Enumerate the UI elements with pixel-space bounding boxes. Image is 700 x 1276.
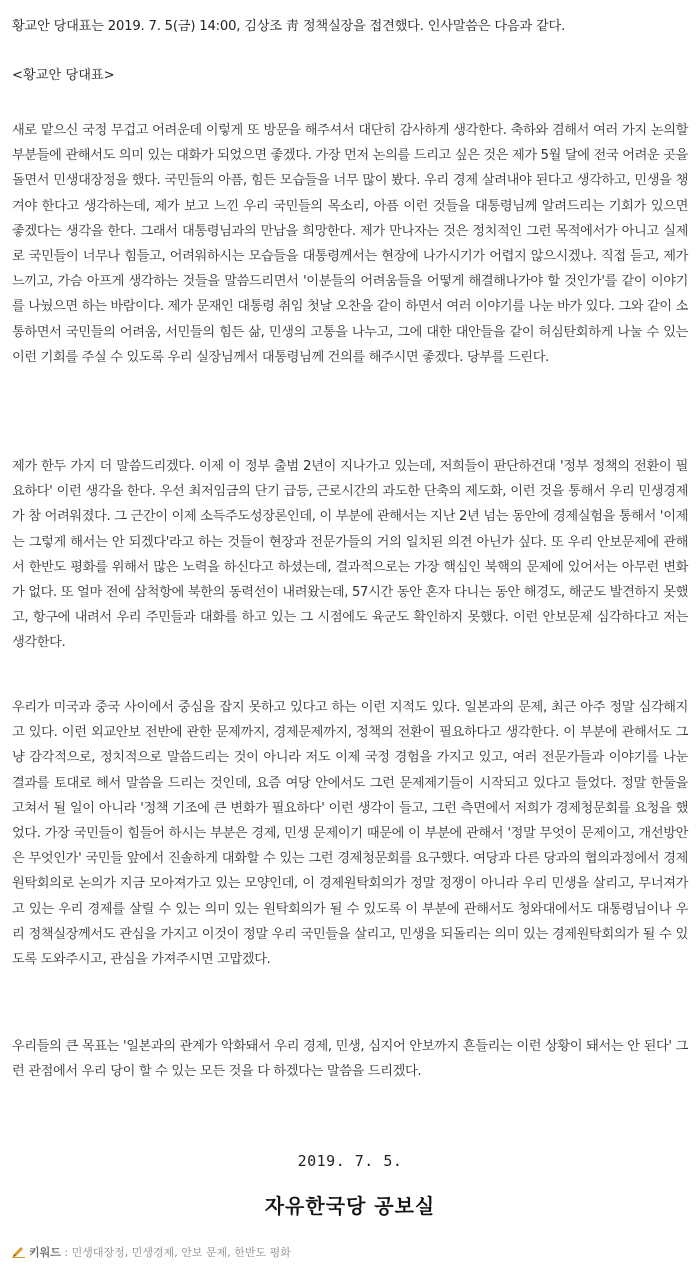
keywords-label: 키워드: [29, 1246, 61, 1259]
paragraph-4: 우리들의 큰 목표는 '일본과의 관계가 악화돼서 우리 경제, 민생, 심지어 안보까지 흔들리는 이런 상황이 돼서는 안 된다' 그런 관점에서 우리 당이 할 수 있는 모든 것을 다 하겠다는 말씀을 드리겠다.: [12, 1039, 688, 1080]
lead-sentence: 황교안 당대표는 2019. 7. 5(금) 14:00, 김상조 靑 정책실장을 접견했다. 인사말씀은 다음과 같다.: [12, 19, 566, 34]
keywords-list[interactable]: 민생대장정, 민생경제, 안보 문제, 한반도 평화: [71, 1246, 291, 1259]
paragraph-1: 새로 맡으신 국정 무겁고 어려운데 이렇게 또 방문을 해주셔서 대단히 감사하게 생각한다. 축하와 겸해서 여러 가지 논의할 부분들에 관해서도 의미 있는 대화가 되었으면 좋겠다. 가장 먼저 논의를 드리고 싶은 것은 제가 5월 달에 전국 어려운 곳을 돌면서 민생대장정을 했다. 국민들의 아픔, 힘든 모습들을 너무 많이 봤다. 우리 경제 살려내야 된다고 생각하고, 민생을 챙겨야 한다고 생각하는데, 제가 보고 느낀 우리 국민들의 목소리, 아픔 이런 것들을 대통령님께 알려드리는 기회가 있으면 좋겠다는 생각을 한다. 그래서 대통령님과의 만남을 희망한다. 제가 만나자는 것은 정치적인 그런 목적에서가 아니고 실제로 국민들이 너무나 힘들고, 어려워하시는 모습들을 대통령께서는 현장에 나가시기가 어렵지 않으시겠나. 직접 듣고, 제가 느끼고, 가슴 아프게 생각하는 것들을 말씀드리면서 '이분들의 어려움들을 어떻게 해결해나가야 할 것인가'를 같이 이야기를 나눴으면 하는 바람이다. 제가 문재인 대통령 취임 첫날 오찬을 같이 하면서 여러 이야기를 나눈 바가 있다. 그와 같이 소통하면서 국민들의 어려움, 서민들의 힘든 삶, 민생의 고통을 나누고, 그에 대한 대안들을 같이 허심탄회하게 나눌 수 있는 이런 기회를 주실 수 있도록 우리 실장님께서 대통령님께 건의를 해주시면 좋겠다. 당부를 드린다.: [12, 123, 688, 365]
paragraph-3: 우리가 미국과 중국 사이에서 중심을 잡지 못하고 있다고 하는 이런 지적도 있다. 일본과의 문제, 최근 아주 정말 심각해지고 있다. 이런 외교안보 전반에 관한 문제까지, 경제문제까지, 정책의 전환이 필요하다고 생각한다. 이 부분에 관해서도 그냥 감각적으로, 정치적으로 말씀드리는 것이 아니라 저도 이제 국정 경험을 가지고 있고, 여러 전문가들과 이야기를 나눈 결과를 토대로 해서 말씀을 드리는 것인데, 요즘 여당 안에서도 그런 문제제기들이 시작되고 있다고 들었다. 정말 한둘을 고쳐서 될 일이 아니라 '정책 기조에 큰 변화가 필요하다' 이런 생각이 들고, 그런 측면에서 저희가 경제청문회를 요청을 했었다. 가장 국민들이 힘들어 하시는 부분은 경제, 민생 문제이기 때문에 이 부분에 관해서 '정말 무엇이 문제이고, 개선방안은 무엇인가' 국민들 앞에서 진솔하게 대화할 수 있는 그런 경제청문회를 요구했다. 여당과 다른 당과의 협의과정에서 경제원탁회의로 논의가 지금 모아져가고 있는 모양인데, 이 경제원탁회의가 정말 정쟁이 아니라 우리 민생을 살리고, 무너져가고 있는 우리 경제를 살릴 수 있는 의미 있는 원탁회의가 될 수 있도록 이 부분에 관해서도 청와대에서도 대통령님이나 우리 정책실장께서도 관심을 가지고 이것이 정말 우리 국민들을 살리고, 민생을 되돌리는 의미 있는 경제원탁회의가 될 수 있도록 도와주시고, 관심을 가져주시면 고맙겠다.: [12, 700, 688, 968]
speaker-heading: <황교안 당대표>: [12, 68, 115, 83]
keywords-bar: [12, 1244, 688, 1262]
paragraph-2: 제가 한두 가지 더 말씀드리겠다. 이제 이 정부 출범 2년이 지나가고 있는데, 저희들이 판단하건대 '정부 정책의 전환이 필요하다' 이런 생각을 한다. 우선 최저임금의 단기 급등, 근로시간의 과도한 단축의 제도화, 이런 것을 통해서 우리 민생경제가 참 어려워졌다. 그 근간이 이제 소득주도성장론인데, 이 부분에 관해서는 지난 2년 넘는 동안에 경제실험을 통해서 '이제는 그렇게 해서는 안 되겠다'라고 하는 것들이 현장과 전문가들의 거의 일치된 의견 아닌가 싶다. 또 우리 안보문제에 관해서 한반도 평화를 위해서 많은 노력을 하신다고 하셨는데, 결과적으로는 가장 핵심인 북핵의 문제에 있어서는 아무런 변화가 없다. 또 얼마 전에 삼척항에 북한의 동력선이 내려왔는데, 57시간 동안 혼자 다니는 동안 해경도, 해군도 발견하지 못했고, 항구에 내려서 우리 주민들과 대화를 하고 있는 그 시점에도 육군도 확인하지 못했다. 이런 안보문제 심각하다고 저는 생각한다.: [12, 459, 688, 651]
release-date: 2019. 7. 5.: [297, 1152, 403, 1170]
issuing-office: 자유한국당 공보실: [264, 1194, 436, 1218]
pencil-icon: [12, 1246, 26, 1258]
keywords-separator: :: [60, 1246, 72, 1259]
